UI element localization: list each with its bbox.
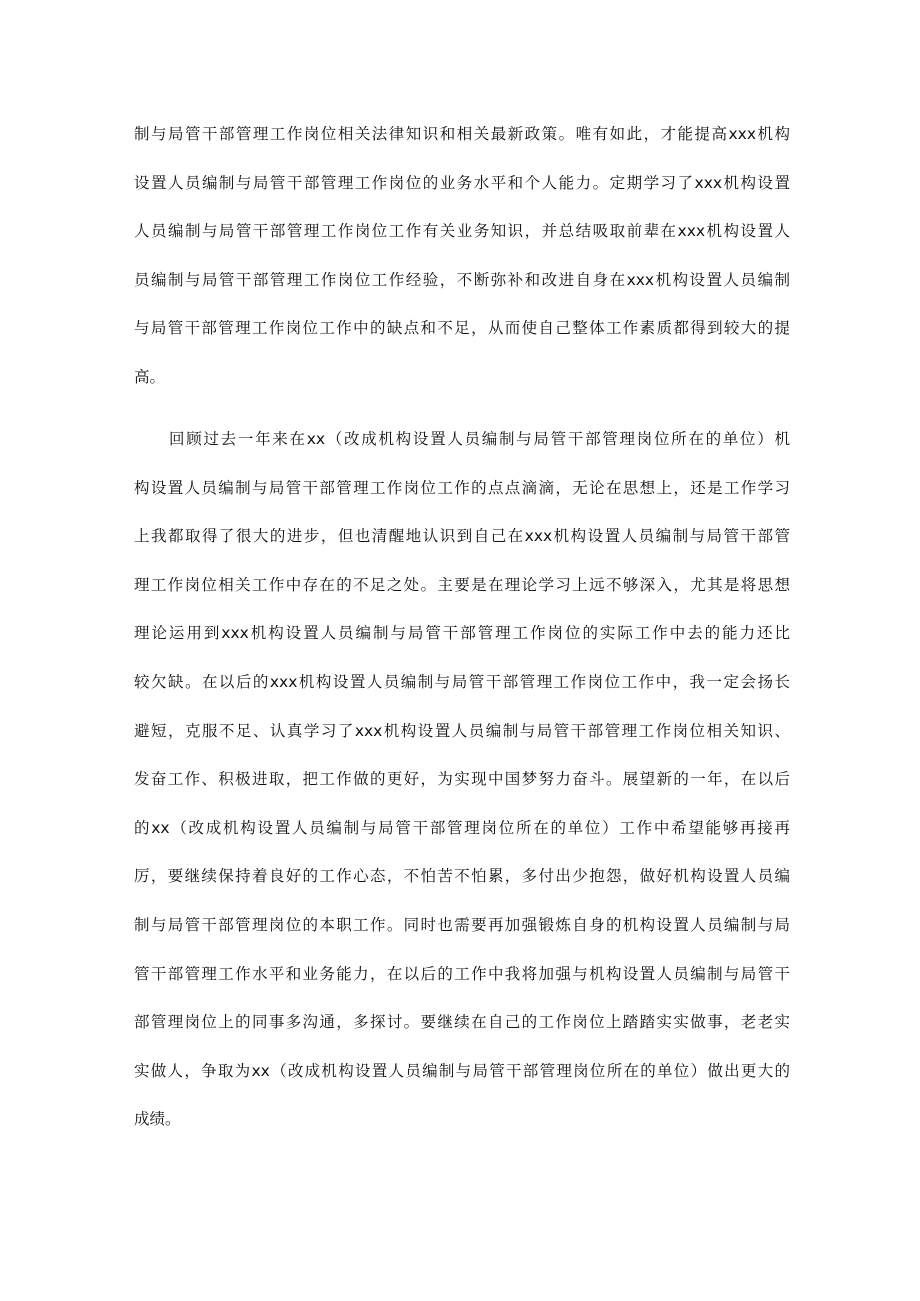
- paragraph-line: 制与局管干部管理工作岗位相关法律知识和相关最新政策。唯有如此，才能提高xxx机构: [134, 125, 790, 143]
- paragraph-line: 员编制与局管干部管理工作岗位工作经验，不断弥补和改进自身在xxx机构设置人员编制: [134, 270, 790, 289]
- paragraph-2: [134, 415, 790, 1144]
- paragraph-line: 部管理岗位上的同事多沟通，多探讨。要继续在自己的工作岗位上踏踏实实做事，老老实: [134, 1013, 790, 1032]
- paragraph-line: 发奋工作、积极进取，把工作做的更好，为实现中国梦努力奋斗。展望新的一年，在以后: [134, 770, 790, 789]
- paragraph-line: 厉，要继续保持着良好的工作心态，不怕苦不怕累，多付出少抱怨，做好机构设置人员编: [134, 867, 790, 886]
- paragraph-line: 与局管干部管理工作岗位工作中的缺点和不足，从而使自己整体工作素质都得到较大的提: [134, 319, 790, 338]
- paragraph-line: 制与局管干部管理岗位的本职工作。同时也需要再加强锻炼自身的机构设置人员编制与局: [134, 915, 790, 934]
- paragraph-line: 管干部管理工作水平和业务能力，在以后的工作中我将加强与机构设置人员编制与局管干: [134, 964, 790, 983]
- paragraph-line: 成绩。: [134, 1110, 181, 1129]
- paragraph-line: 实做人，争取为xx（改成机构设置人员编制与局管干部管理岗位所在的单位）做出更大的: [134, 1061, 790, 1080]
- paragraph-line: 人员编制与局管干部管理工作岗位工作有关业务知识，并总结吸取前辈在xxx机构设置人: [134, 222, 790, 241]
- paragraph-line: 上我都取得了很大的进步，但也清醒地认识到自己在xxx机构设置人员编制与局管干部管: [134, 527, 790, 546]
- paragraph-line: 避短，克服不足、认真学习了xxx机构设置人员编制与局管干部管理工作岗位相关知识、: [134, 721, 790, 740]
- paragraph-line: 设置人员编制与局管干部管理工作岗位的业务水平和个人能力。定期学习了xxx机构设置: [134, 173, 790, 192]
- paragraph-line: 回顾过去一年来在xx（改成机构设置人员编制与局管干部管理岗位所在的单位）机: [169, 430, 790, 448]
- paragraph-line: 较欠缺。在以后的xxx机构设置人员编制与局管干部管理工作岗位工作中，我一定会扬长: [134, 672, 790, 691]
- paragraph-line: 理工作岗位相关工作中存在的不足之处。主要是在理论学习上远不够深入，尤其是将思想: [134, 575, 790, 594]
- paragraph-line: 高。: [134, 367, 166, 386]
- paragraph-line: 构设置人员编制与局管干部管理工作岗位工作的点点滴滴，无论在思想上，还是工作学习: [134, 478, 790, 497]
- paragraph-line: 理论运用到xxx机构设置人员编制与局管干部管理工作岗位的实际工作中去的能力还比: [134, 624, 790, 643]
- paragraph-line: 的xx（改成机构设置人员编制与局管干部管理岗位所在的单位）工作中希望能够再接再: [134, 818, 790, 837]
- paragraph-1: [134, 110, 790, 402]
